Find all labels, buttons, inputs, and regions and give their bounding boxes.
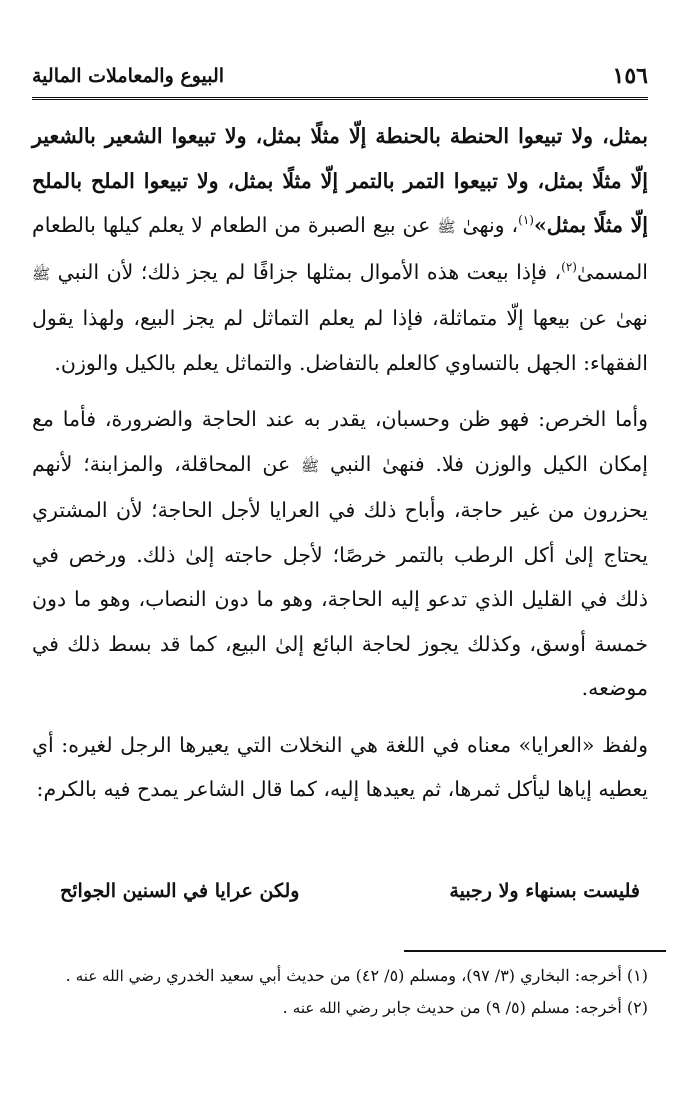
paragraph-1-text-c: ، فإذا بيعت هذه الأموال بمثلها جزافًا لم يجز ذلك؛ لأن النبي xyxy=(50,259,562,284)
verse-second-hemistich: ولكن عرايا في السنين الجوائح xyxy=(60,880,300,902)
footnote-2-end: . xyxy=(282,998,293,1017)
footnote-1 xyxy=(32,960,648,992)
paragraph-1-text-a: ، ونهىٰ xyxy=(455,213,519,237)
poetry-verse xyxy=(60,880,640,902)
salawat-glyph: ﷺ xyxy=(437,218,456,236)
hadith-quote: بمثل، ولا تبيعوا الحنطة بالحنطة إلّا مثلًا بمثل، ولا تبيعوا الشعير بالشعير إلّا مثلًا بمثل، ولا تبيعوا التمر بالتمر إلّا مثلًا بمثل، ولا تبيعوا الملح بالملح إلّا مثلًا بمثل» xyxy=(32,124,649,237)
footnote-2-text: (٢) أخرجه: مسلم (٥/ ٩) من حديث جابر xyxy=(378,998,648,1017)
footnote-separator xyxy=(404,950,666,952)
paragraph-1 xyxy=(32,114,648,385)
footnote-ref-2: (٢) xyxy=(561,259,577,274)
page-number: ١٥٦ xyxy=(612,63,648,89)
salawat-glyph: ﷺ xyxy=(301,456,320,475)
verse-first-hemistich: فليست بسنهاء ولا رجبية xyxy=(449,880,640,902)
footnote-1-text: (١) أخرجه: البخاري (٣/ ٩٧)، ومسلم (٥/ ٤٢) من حديث أبي سعيد الخدري xyxy=(161,966,648,985)
paragraph-1-text-b: عن بيع الصبرة من الطعام لا يعلم كيلها بالطعام المسمىٰ xyxy=(32,213,648,284)
header-rule xyxy=(32,97,648,100)
radiallahu-glyph: رضي الله عنه xyxy=(292,999,379,1017)
footnote-ref-1: (١) xyxy=(518,213,534,228)
paragraph-1-text-d: نهىٰ عن بيعها إلّا متماثلة، فإذا لم يعلم التماثل لم يجز البيع، ولهذا يقول الفقهاء: الجهل بالتساوي كالعلم بالتفاضل. والتماثل يعلم بالكيل والوزن. xyxy=(32,306,648,375)
footnote-1-end: . xyxy=(65,966,76,985)
page-header xyxy=(32,58,648,94)
main-text xyxy=(32,114,648,824)
footnote-2 xyxy=(32,992,648,1024)
paragraph-2 xyxy=(32,397,648,711)
radiallahu-glyph: رضي الله عنه xyxy=(75,967,162,985)
salawat-glyph: ﷺ xyxy=(32,264,51,283)
footnotes xyxy=(32,960,648,1024)
paragraph-3: ولفظ «العرايا» معناه في اللغة هي النخلات التي يعيرها الرجل لغيره: أي يعطيه إياها ليأكل ثمرها، ثم يعيدها إليه، كما قال الشاعر يمدح فيه بالكرم: xyxy=(32,732,648,801)
paragraph-2-text-b: عن المحاقلة، والمزابنة؛ لأنهم يحزرون من غير حاجة، وأباح ذلك في العرايا لأجل الحاجة؛ لأن المشتري يحتاج إلىٰ أكل الرطب بالتمر خرصًا؛ لأجل حاجته إلىٰ ذلك. ورخص في ذلك في القليل الذي تدعو إليه الحاجة، وهو ما دون النصاب، وهو ما دون خمسة أوسق، وكذلك يجوز لحاجة البائع إلىٰ البيع، كما قد بسط ذلك في موضعه. xyxy=(32,451,648,700)
running-title: البيوع والمعاملات المالية xyxy=(32,65,225,87)
paragraph-2-text-a: وأما الخرص: فهو ظن وحسبان، يقدر به عند الحاجة والضرورة، فأما مع إمكان الكيل والوزن فلا. فنهىٰ النبي xyxy=(32,407,648,476)
